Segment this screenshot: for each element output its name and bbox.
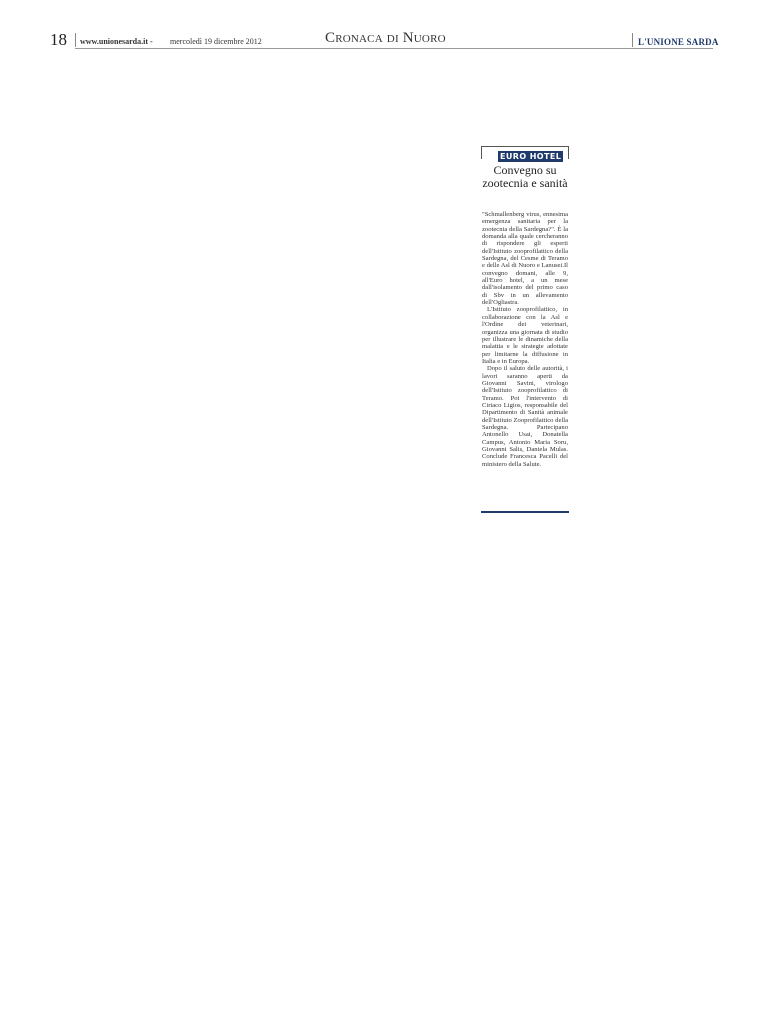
- article-kicker: EURO HOTEL: [500, 152, 562, 161]
- article-paragraph: Dopo il saluto delle autorità, i lavori saranno aperti da Giovanni Savini, virologo dell'Istituto zooprofilattico di Teramo. Poi l'intervento di Ciriaco Ligios, responsabile del Dipartimento di Sanità animale dell'Istituto Zooprofilattico della Sardegna. Partecipano Antonello Usai, Donatella Campus, Antonio Maria Soru, Giovanni Salis, Daniela Mulas. Conclude Francesca Pacelli del ministero della Salute.: [482, 365, 568, 468]
- masthead: [0, 0, 762, 52]
- page-number: 18: [50, 30, 67, 49]
- masthead-rule: [75, 48, 713, 49]
- issue-date: mercoledì 19 dicembre 2012: [170, 37, 262, 46]
- article-paragraph: "Schmallenberg virus, ennesima emergenza sanitaria per la zootecnia della Sardegna?". È la domanda alla quale cercheranno di rispondere gli esperti dell'Istituto zooprofilattico della Sardegna, del Cesme di Teramo e delle Asl di Nuoro e Lanusei.Il convegno domani, alle 9, all'Euro hotel, a un mese dall'isolamento del primo caso di Sbv in un allevamento dell'Ogliastra.: [482, 211, 568, 307]
- newspaper-name: L'UNIONE SARDA: [638, 37, 719, 47]
- masthead-divider: [632, 33, 633, 47]
- article-end-rule: [481, 511, 569, 513]
- article-body: [482, 211, 568, 468]
- masthead-divider: [75, 33, 76, 47]
- article-headline: Convegno su zootecnia e sanità: [482, 163, 568, 190]
- section-title: Cronaca di Nuoro: [325, 30, 446, 46]
- website-link[interactable]: www.unionesarda.it -: [80, 37, 153, 46]
- article-paragraph: L'Istituto zooprofilattico, in collaborazione con la Asl e l'Ordine dei veterinari, organizza una giornata di studio per illustrare le dinamiche della malattia e le strategie adottate per limitarne la diffusione in Italia e in Europa.: [482, 306, 568, 365]
